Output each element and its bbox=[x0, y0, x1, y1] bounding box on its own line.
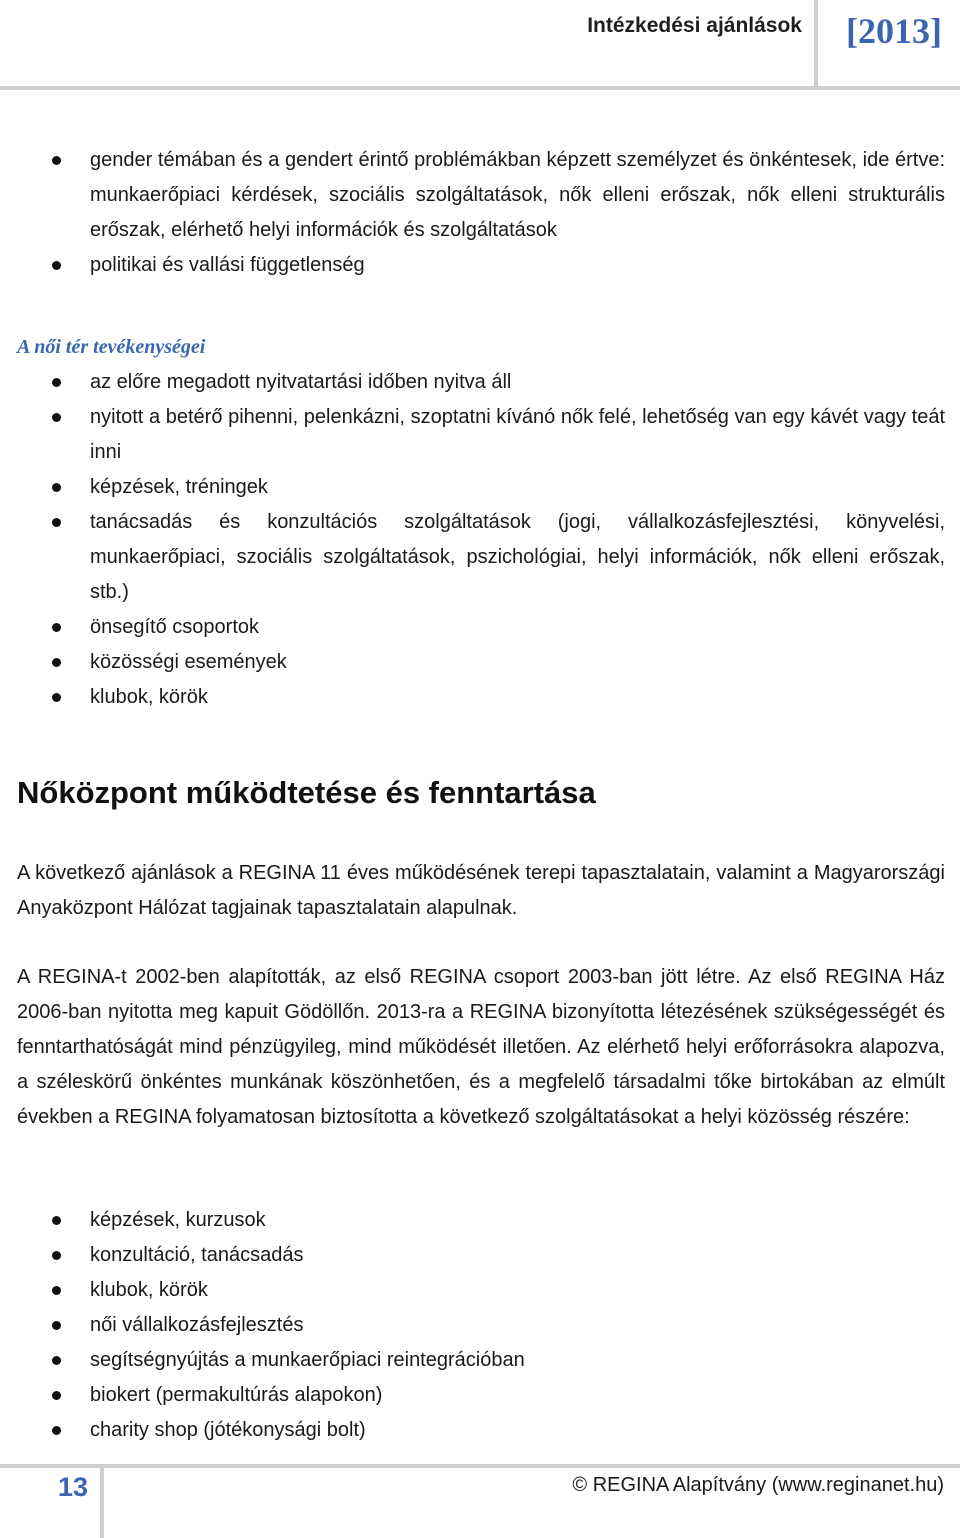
section-title: Nőközpont működtetése és fenntartása bbox=[17, 775, 596, 810]
bullet-icon bbox=[52, 1356, 61, 1365]
list-item: nyitott a betérő pihenni, pelenkázni, szoptatni kívánó nők felé, lehetőség van egy kávét vagy teát inni bbox=[52, 400, 945, 470]
header-divider bbox=[0, 86, 960, 90]
bullet-icon bbox=[52, 1391, 61, 1400]
list-item: charity shop (jótékonysági bolt) bbox=[52, 1413, 945, 1448]
list-item: biokert (permakultúrás alapokon) bbox=[52, 1378, 945, 1413]
paragraph-intro: A következő ajánlások a REGINA 11 éves működésének terepi tapasztalatain, valamint a Magyarországi Anyaközpont Hálózat tagjainak tapasztalatain alapulnak. bbox=[17, 862, 945, 919]
list-item: képzések, kurzusok bbox=[52, 1203, 945, 1238]
list-item: klubok, körök bbox=[52, 1273, 945, 1308]
bullet-list-services bbox=[52, 1203, 945, 1448]
bullet-icon bbox=[52, 693, 61, 702]
bullet-icon bbox=[52, 156, 61, 165]
paragraph-history: A REGINA-t 2002-ben alapították, az első REGINA csoport 2003-ban jött létre. Az első REGINA Ház 2006-ban nyitotta meg kapuit Gödöllőn. 2013-ra a REGINA bizonyította létezésének szükségességét és fenntarthatóságát mind pénzügyileg, mind működését illetően. Az elérhető helyi erőforrásokra alapozva, a széleskörű önkéntes munkának köszönhetően, és a megfelelő társadalmi tőke birtokában az elmúlt években a REGINA folyamatosan biztosította a következő szolgáltatásokat a helyi közösség részére: bbox=[17, 966, 945, 1128]
page-number: 13 bbox=[58, 1472, 89, 1502]
bullet-icon bbox=[52, 483, 61, 492]
list-item: közösségi események bbox=[52, 645, 945, 680]
bullet-icon bbox=[52, 413, 61, 422]
bullet-icon bbox=[52, 1286, 61, 1295]
header-title: Intézkedési ajánlások bbox=[587, 14, 802, 37]
list-item: képzések, tréningek bbox=[52, 470, 945, 505]
bullet-icon bbox=[52, 658, 61, 667]
footer-copyright: © REGINA Alapítvány (www.reginanet.hu) bbox=[572, 1474, 944, 1496]
list-item: klubok, körök bbox=[52, 680, 945, 715]
subheading: A női tér tevékenységei bbox=[17, 336, 206, 358]
list-item: gender témában és a gendert érintő problémákban képzett személyzet és önkéntesek, ide értve: munkaerőpiaci kérdések, szociális szolgáltatások, nők elleni erőszak, nők elleni strukturális erőszak, elérhető helyi információk és szolgáltatások bbox=[52, 143, 945, 248]
bullet-list-staff bbox=[52, 143, 945, 283]
list-item: az előre megadott nyitvatartási időben nyitva áll bbox=[52, 365, 945, 400]
bullet-list-activities bbox=[52, 365, 945, 715]
list-item: konzultáció, tanácsadás bbox=[52, 1238, 945, 1273]
bullet-icon bbox=[52, 378, 61, 387]
list-item: tanácsadás és konzultációs szolgáltatások (jogi, vállalkozásfejlesztési, könyvelési, munkaerőpiaci, szociális szolgáltatások, pszichológiai, helyi információk, nők elleni erőszak, stb.) bbox=[52, 505, 945, 610]
list-item: segítségnyújtás a munkaerőpiaci reintegrációban bbox=[52, 1343, 945, 1378]
footer-divider bbox=[0, 1464, 960, 1468]
list-item: politikai és vallási függetlenség bbox=[52, 248, 945, 283]
list-item: önsegítő csoportok bbox=[52, 610, 945, 645]
bullet-icon bbox=[52, 623, 61, 632]
bullet-icon bbox=[52, 1321, 61, 1330]
bullet-icon bbox=[52, 261, 61, 270]
header-divider-vertical bbox=[814, 0, 818, 86]
bullet-icon bbox=[52, 1251, 61, 1260]
bullet-icon bbox=[52, 1216, 61, 1225]
header-year: [2013] bbox=[846, 11, 942, 51]
list-item: női vállalkozásfejlesztés bbox=[52, 1308, 945, 1343]
bullet-icon bbox=[52, 518, 61, 527]
footer-divider-vertical bbox=[100, 1464, 104, 1538]
bullet-icon bbox=[52, 1426, 61, 1435]
